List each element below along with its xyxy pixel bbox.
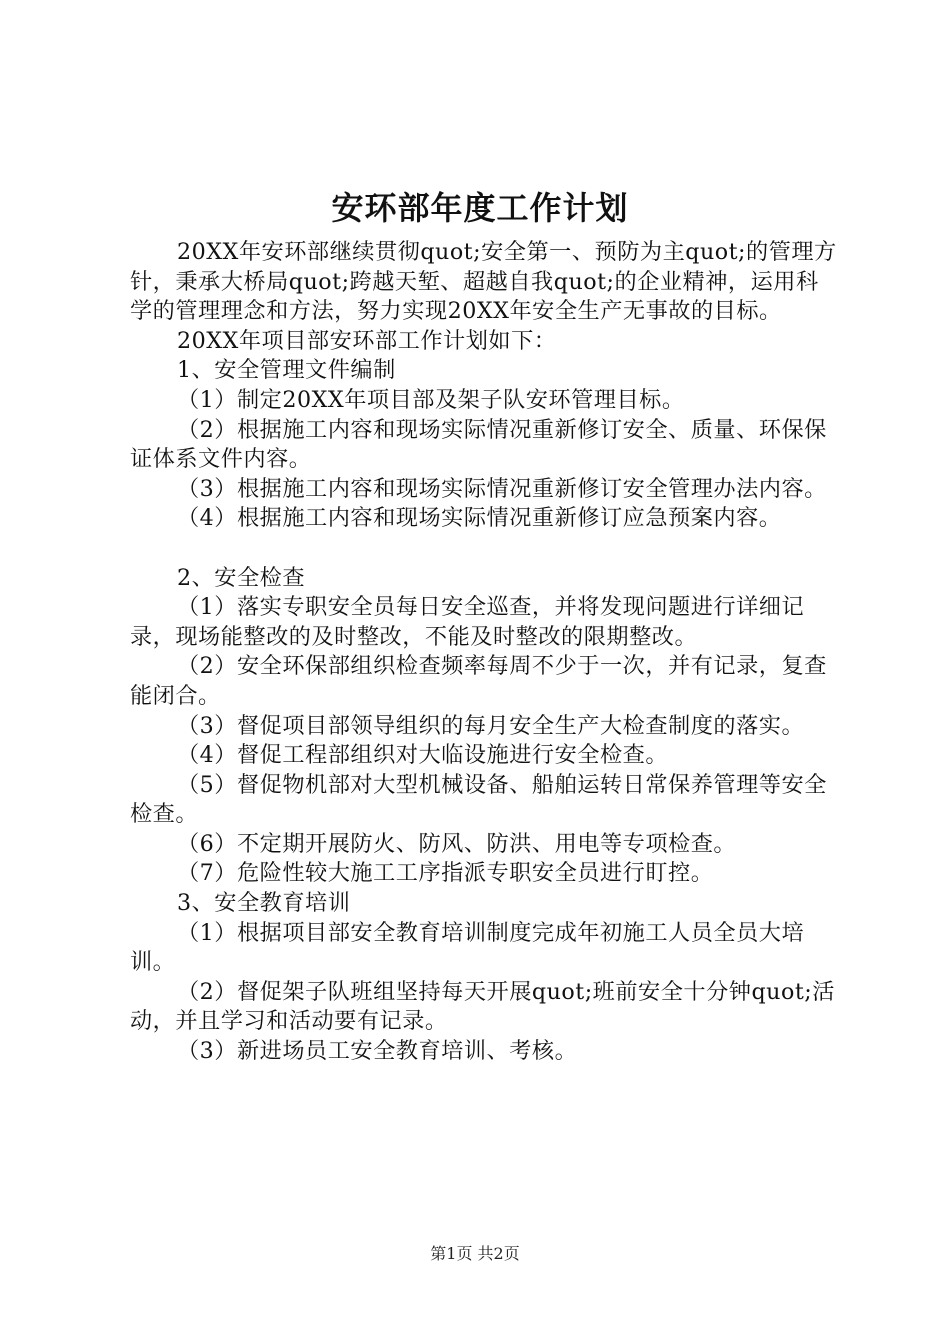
section-1-item-1: （1）制定20XX年项目部及架子队安环管理目标。 [177, 386, 685, 413]
section-2-item-3: （3）督促项目部领导组织的每月安全生产大检查制度的落实。 [177, 712, 805, 739]
section-heading-3: 3、安全教育培训 [177, 890, 351, 917]
section-2-item-4: （4）督促工程部组织对大临设施进行安全检查。 [177, 742, 669, 769]
section-heading-2: 2、安全检查 [177, 564, 306, 591]
section-3-item-1: （1）根据项目部安全教育培训制度完成年初施工人员全员大培训。 [130, 919, 805, 976]
section-3-item-3: （3）新进场员工安全教育培训、考核。 [177, 1038, 578, 1065]
document-body [130, 238, 840, 1067]
section-2-item-7: （7）危险性较大施工工序指派专职安全员进行盯控。 [177, 860, 714, 887]
section-1-item-3: （3）根据施工内容和现场实际情况重新修订安全管理办法内容。 [177, 475, 827, 502]
section-2-item-5: （5）督促物机部对大型机械设备、船舶运转日常保养管理等安全检查。 [130, 771, 827, 828]
section-2-item-2: （2）安全环保部组织检查频率每周不少于一次，并有记录，复查能闭合。 [130, 653, 827, 709]
section-1-item-4: （4）根据施工内容和现场实际情况重新修订应急预案内容。 [177, 505, 782, 532]
section-2-item-6: （6）不定期开展防火、防风、防洪、用电等专项检查。 [177, 830, 737, 857]
document-title: 安环部年度工作计划 [331, 189, 629, 227]
plan-heading: 20XX年项目部安环部工作计划如下： [177, 327, 557, 354]
page-footer: 第1页 共2页 [430, 1244, 520, 1263]
section-2-item-1: （1）落实专职安全员每日安全巡查，并将发现问题进行详细记录，现场能整改的及时整改，不能及时整改的限期整改。 [130, 594, 805, 650]
section-1-item-2: （2）根据施工内容和现场实际情况重新修订安全、质量、环保保证体系文件内容。 [130, 416, 827, 473]
intro-paragraph: 20XX年安环部继续贯彻quot;安全第一、预防为主quot;的管理方针，秉承大桥局quot;跨越天堑、超越自我quot;的企业精神，运用科学的管理理念和方法，努力实现20XX年安全生产无事故的目标。 [130, 239, 837, 325]
section-heading-1: 1、安全管理文件编制 [177, 357, 396, 384]
blank-line [130, 534, 840, 564]
section-3-item-2: （2）督促架子队班组坚持每天开展quot;班前安全十分钟quot;活动，并且学习和活动要有记录。 [130, 978, 835, 1035]
document-page [130, 0, 837, 1344]
